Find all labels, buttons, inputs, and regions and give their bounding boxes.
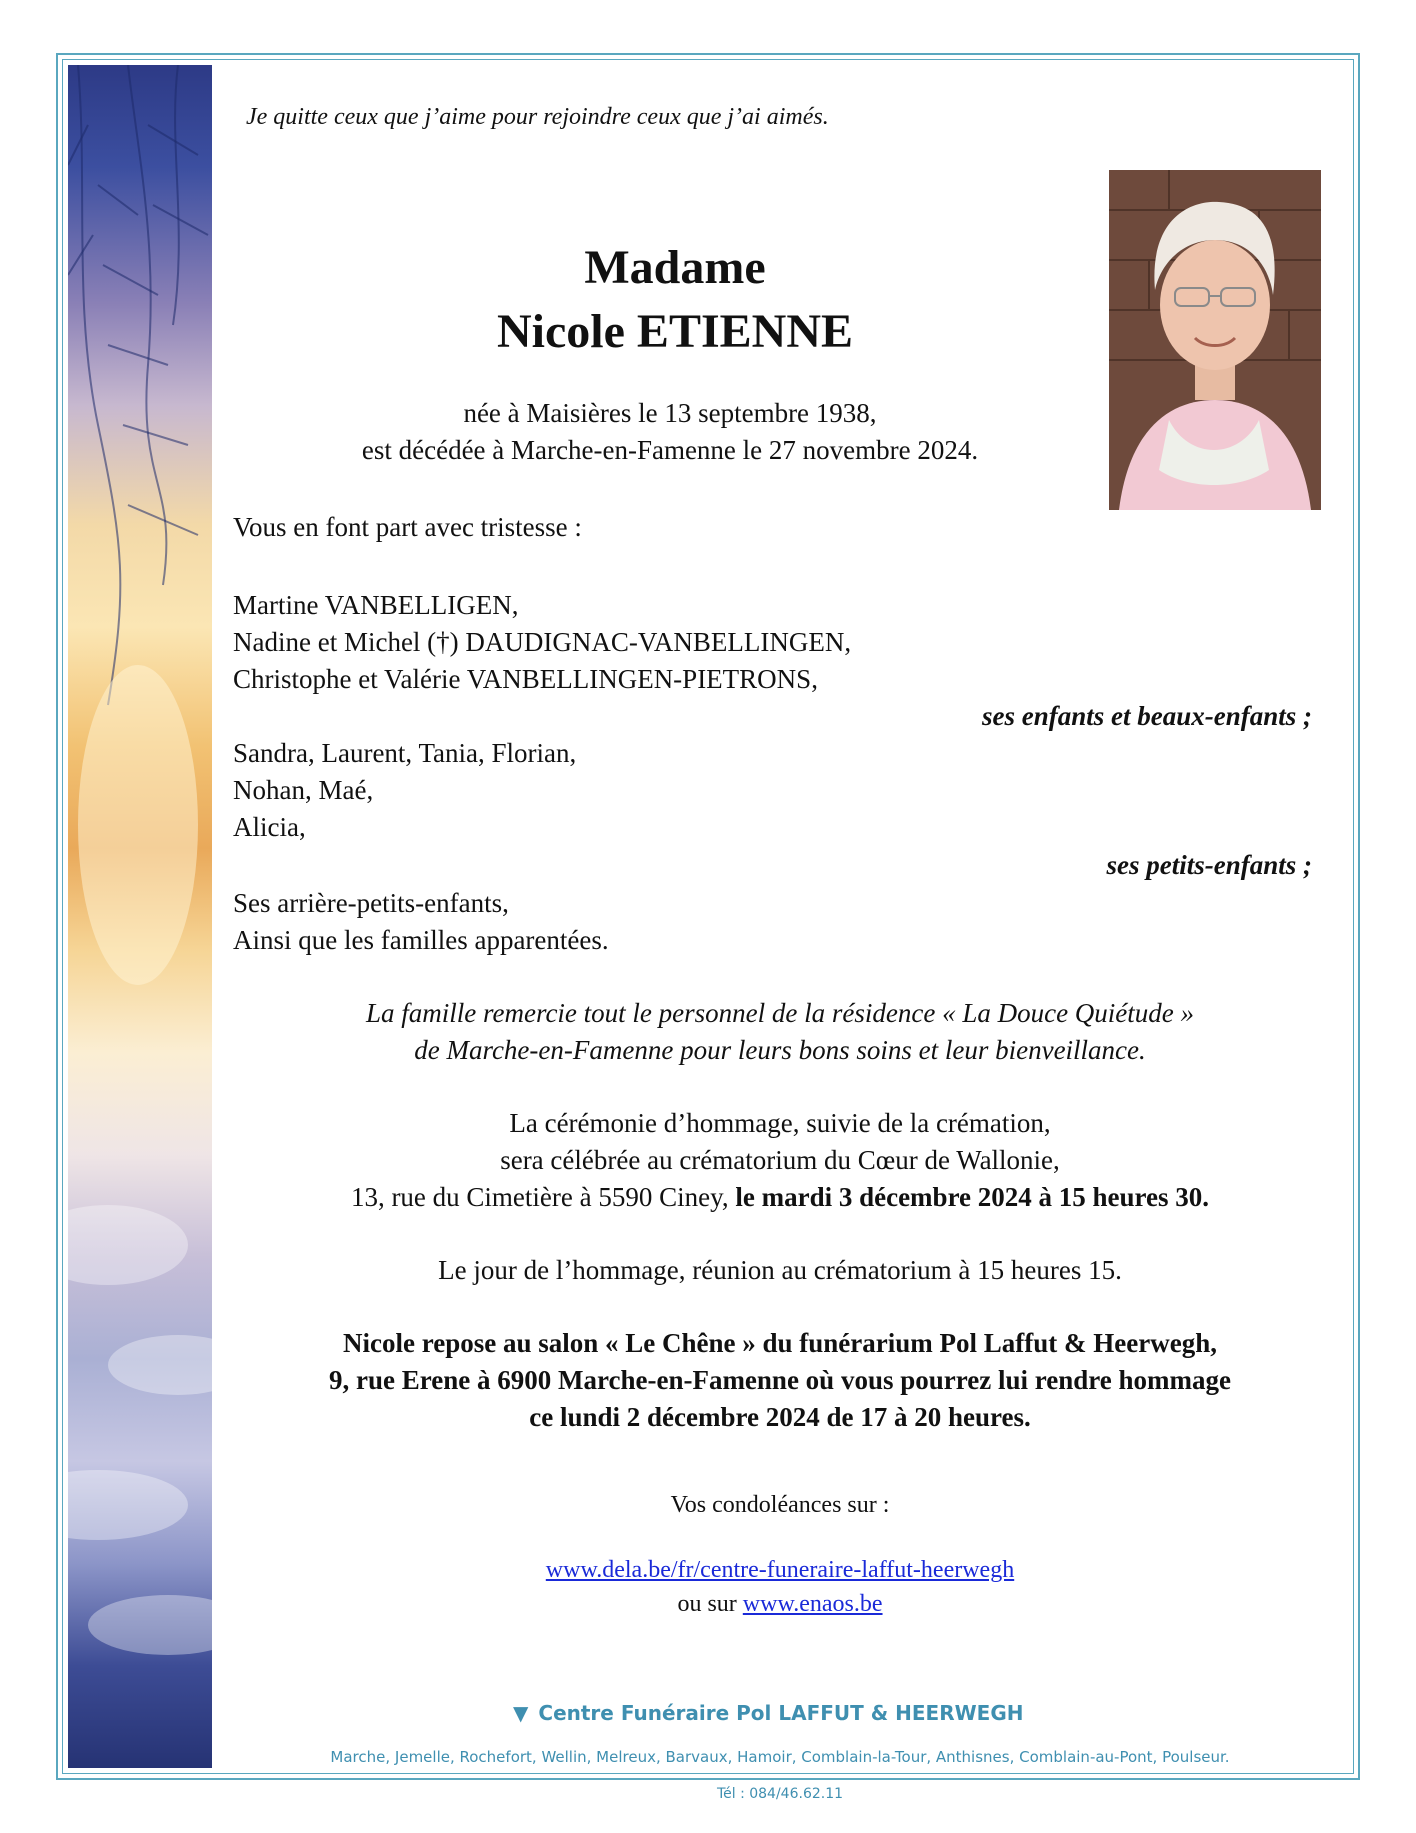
other-family-line: Ainsi que les familles apparentées. bbox=[233, 925, 609, 955]
ceremony-line: La cérémonie d’hommage, suivie de la crémation, bbox=[509, 1108, 1051, 1138]
other-family-line: Ses arrière-petits-enfants, bbox=[233, 888, 509, 918]
condolences-link-enaos[interactable]: www.enaos.be bbox=[742, 1591, 883, 1617]
meeting-info: Le jour de l’hommage, réunion au crématorium à 15 heures 15. bbox=[438, 1255, 1122, 1285]
decorative-winter-strip bbox=[68, 65, 212, 1768]
grandchildren-label: ses petits-enfants ; bbox=[1106, 850, 1312, 880]
condolences-intro: Vos condoléances sur : bbox=[670, 1492, 890, 1518]
ceremony-date-line bbox=[230, 1182, 1330, 1213]
deceased-name: Nicole ETIENNE bbox=[496, 305, 853, 358]
death-info: est décédée à Marche-en-Famenne le 27 novembre 2024. bbox=[361, 435, 979, 465]
thanks-line: La famille remercie tout le personnel de la résidence « La Douce Quiétude » bbox=[365, 998, 1195, 1028]
grandchild-line: Alicia, bbox=[233, 812, 306, 842]
announcement: Vous en font part avec tristesse : bbox=[233, 512, 582, 542]
triangle-down-icon: ▼ bbox=[513, 1701, 529, 1725]
funeral-home-towns: Marche, Jemelle, Rochefort, Wellin, Melreux, Barvaux, Hamoir, Comblain-la-Tour, Anthisnes, Comblain-au-Pont, Poulseur. bbox=[330, 1748, 1230, 1766]
ceremony-address: 13, rue du Cimetière à 5590 Ciney, bbox=[350, 1182, 736, 1212]
birth-info: née à Maisières le 13 septembre 1938, bbox=[463, 398, 877, 428]
viewing-line: ce lundi 2 décembre 2024 de 17 à 20 heures. bbox=[529, 1402, 1031, 1432]
portrait-photo bbox=[1109, 170, 1321, 510]
ceremony-line: sera célébrée au crématorium du Cœur de Wallonie, bbox=[500, 1145, 1060, 1175]
viewing-line: Nicole repose au salon « Le Chêne » du funérarium Pol Laffut & Heerwegh, bbox=[343, 1328, 1217, 1358]
child-line: Christophe et Valérie VANBELLINGEN-PIETRONS, bbox=[233, 664, 818, 694]
grandchild-line: Nohan, Maé, bbox=[233, 775, 374, 805]
funeral-home-title: Centre Funéraire Pol LAFFUT & HEERWEGH bbox=[538, 1701, 1024, 1725]
child-line: Nadine et Michel (†) DAUDIGNAC-VANBELLINGEN, bbox=[233, 627, 852, 657]
opening-quote: Je quitte ceux que j’aime pour rejoindre ceux que j’ai aimés. bbox=[246, 104, 829, 130]
condolences-alt-row bbox=[230, 1591, 1330, 1618]
funeral-home-phone: Tél : 084/46.62.11 bbox=[716, 1786, 844, 1802]
or-text: ou sur bbox=[677, 1591, 743, 1617]
children-label: ses enfants et beaux-enfants ; bbox=[982, 701, 1312, 731]
ceremony-datetime: le mardi 3 décembre 2024 à 15 heures 30. bbox=[735, 1182, 1210, 1212]
thanks-line: de Marche-en-Famenne pour leurs bons soins et leur bienveillance. bbox=[414, 1035, 1146, 1065]
grandchild-line: Sandra, Laurent, Tania, Florian, bbox=[233, 738, 577, 768]
child-line: Martine VANBELLIGEN, bbox=[233, 590, 519, 620]
condolences-link-row bbox=[230, 1557, 1330, 1584]
viewing-line: 9, rue Erene à 6900 Marche-en-Famenne où vous pourrez lui rendre hommage bbox=[329, 1365, 1231, 1395]
title-honorific: Madame bbox=[584, 241, 766, 294]
condolences-link-dela[interactable]: www.dela.be/fr/centre-funeraire-laffut-heerwegh bbox=[545, 1557, 1015, 1583]
funeral-home-name bbox=[513, 1701, 1024, 1725]
